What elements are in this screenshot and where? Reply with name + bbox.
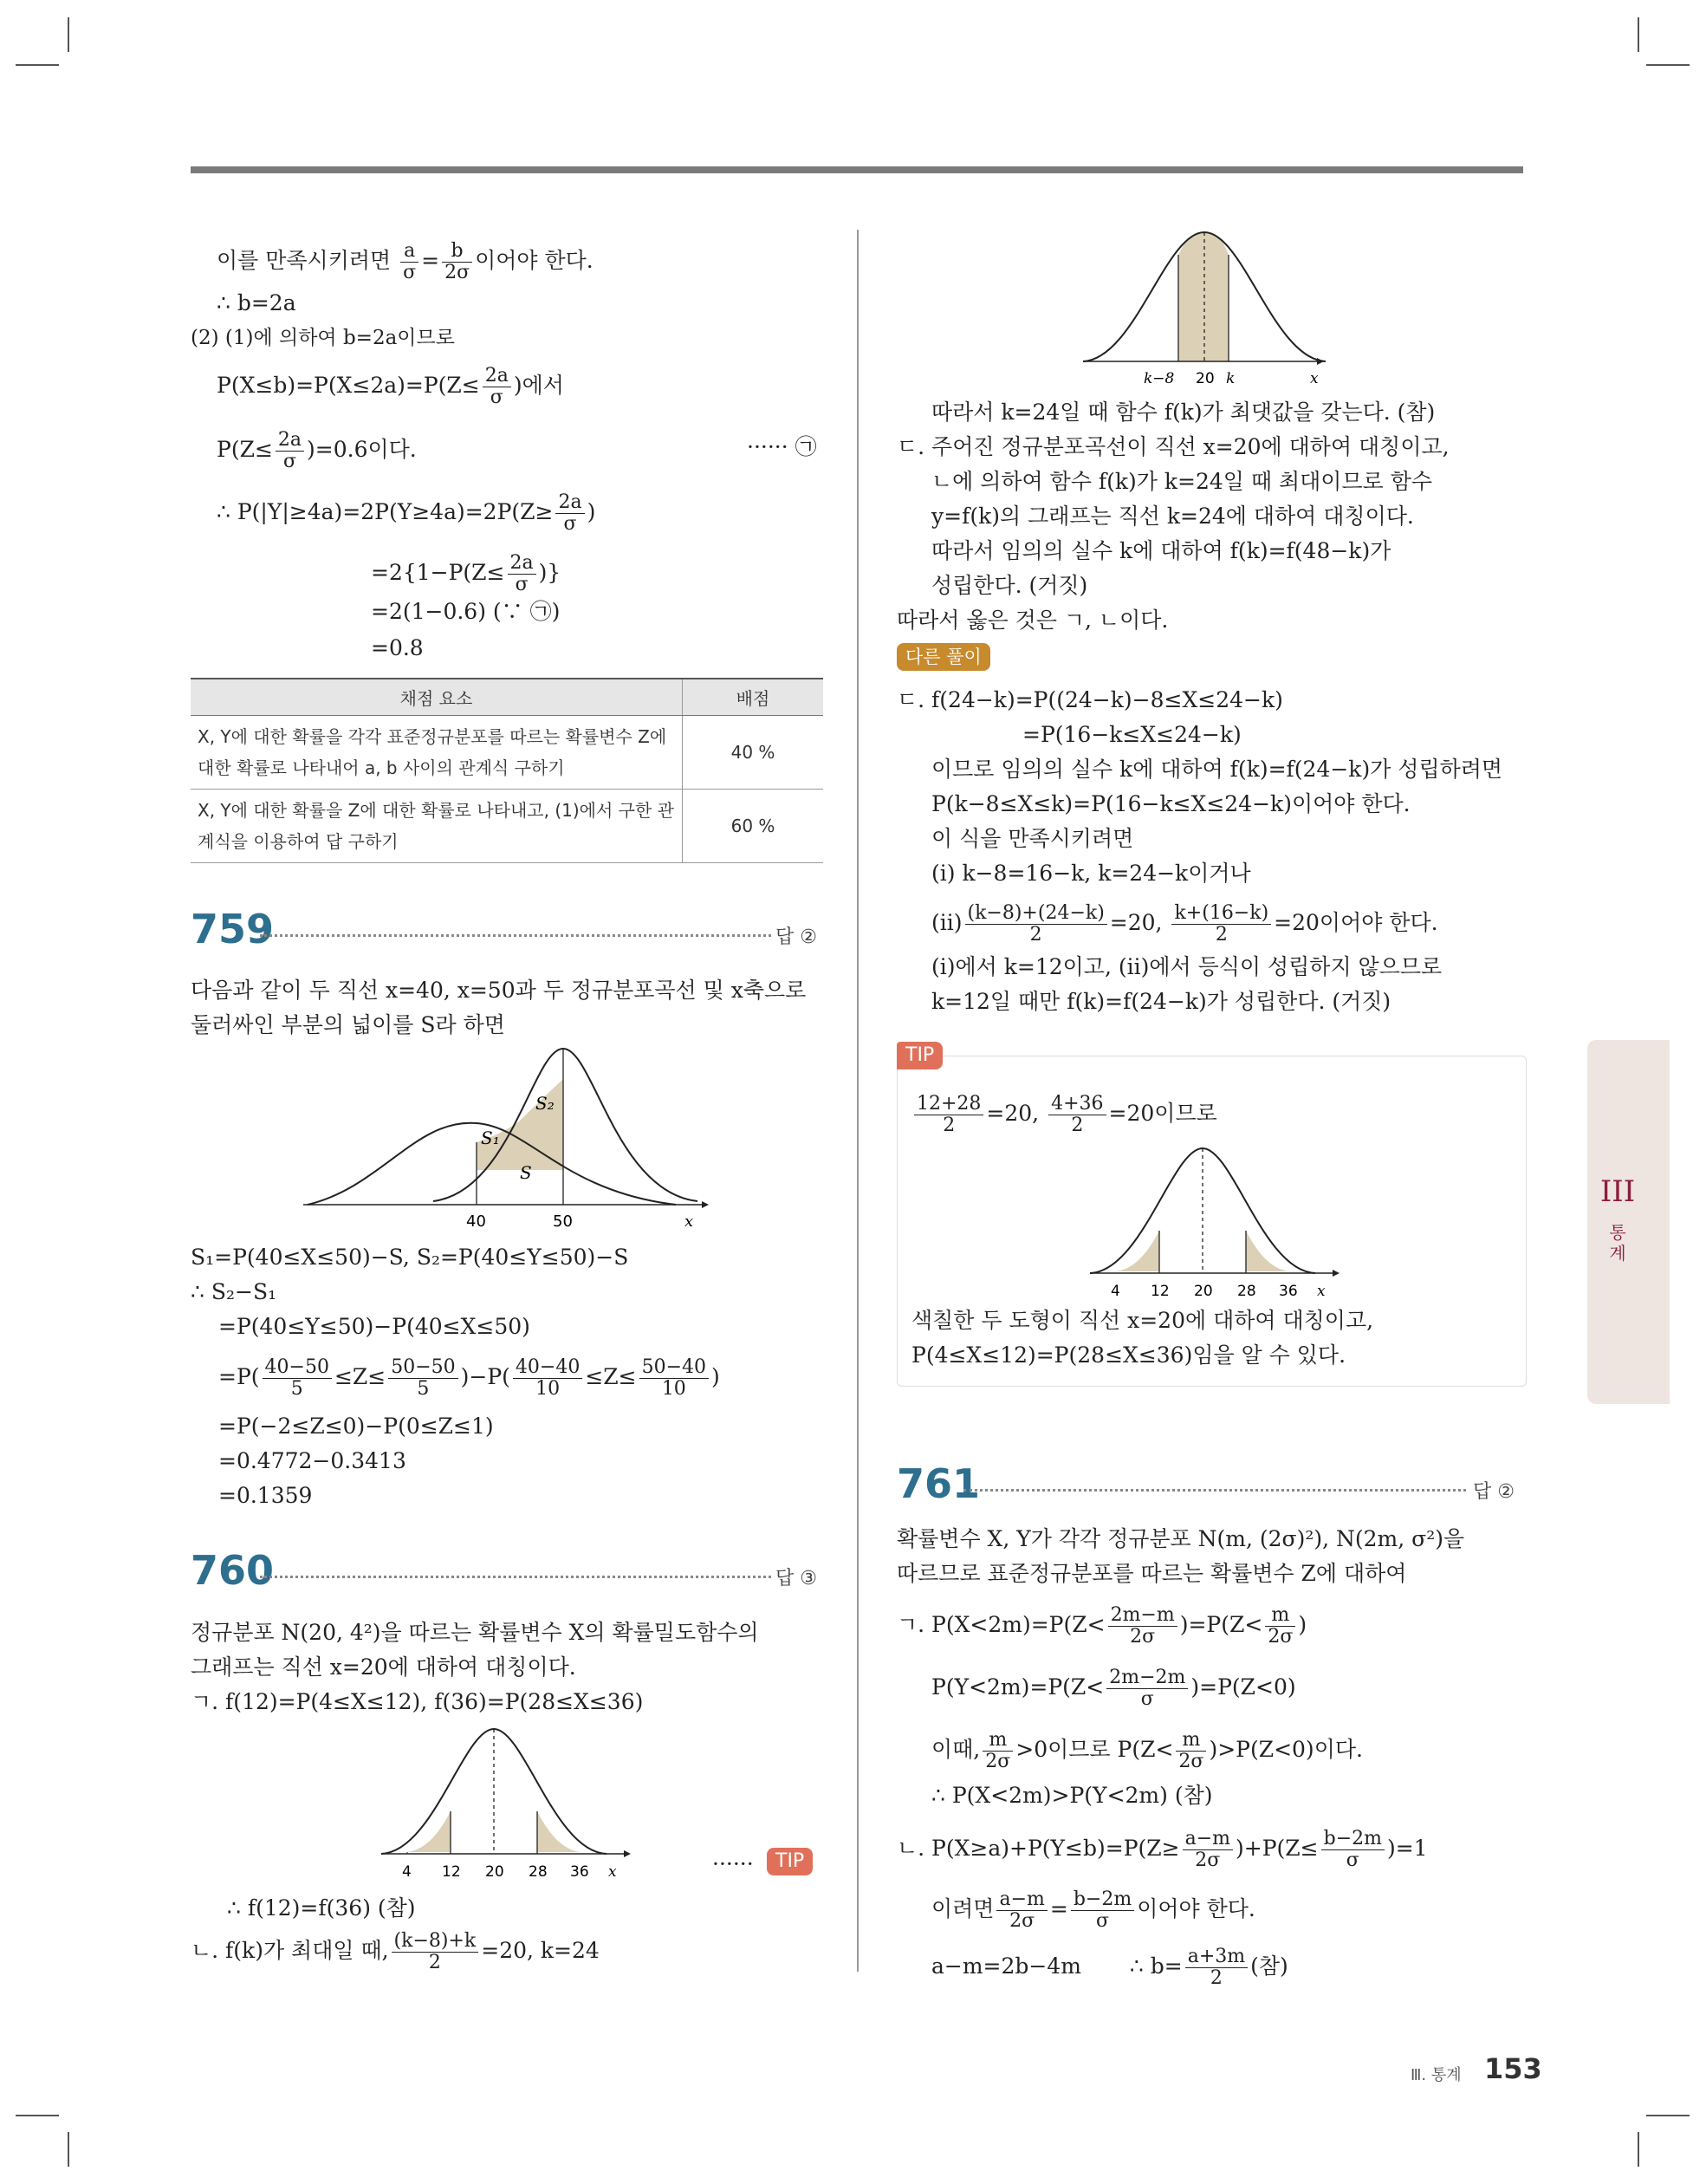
tick-20: 20	[1196, 370, 1215, 387]
fraction: $\frac{2m-2m}{\sigma}$	[1106, 1667, 1188, 1710]
table-cell: 60 %	[683, 790, 824, 863]
tick-k8: k−8	[1144, 370, 1175, 387]
column-divider	[857, 230, 859, 1972]
text-line: ∴ P(|Y|≥4a)=2P(Y≥4a)=2P(Z≥ $\frac{2a}{\sigma}$ )	[217, 491, 596, 535]
answer-label: 답 ③	[775, 1568, 817, 1589]
text-line: P(4≤X≤12)=P(28≤X≤36)임을 알 수 있다.	[911, 1342, 1346, 1368]
fraction: $\frac{m}{2\sigma}$	[1265, 1605, 1295, 1648]
text-line: =P(16−k≤X≤24−k)	[1022, 722, 1242, 747]
table-row	[191, 790, 823, 863]
text-line: k=12일 때만 f(k)=f(24−k)가 성립한다. (거짓)	[931, 989, 1391, 1014]
text-line: P(k−8≤X≤k)=P(16−k≤X≤24−k)이어야 한다.	[931, 791, 1411, 816]
text-line: 따라서 k=24일 때 함수 f(k)가 최댓값을 갖는다. (참)	[931, 400, 1436, 425]
text-line: 이므로 임의의 실수 k에 대하여 f(k)=f(24−k)가 성립하려면	[931, 757, 1503, 782]
fraction: $\frac{2a}{\sigma}$	[555, 492, 584, 535]
tick-36: 36	[570, 1863, 589, 1881]
fraction: $\frac{a+3m}{2}$	[1185, 1947, 1248, 1989]
tip-leader: ······	[712, 1851, 754, 1876]
fraction: $\frac{2m-m}{2\sigma}$	[1108, 1605, 1177, 1648]
x-axis-arrow	[1317, 358, 1324, 365]
tick-12: 12	[1151, 1283, 1170, 1300]
dotted-leader	[260, 1576, 771, 1578]
fraction: $\frac{12+28}{2}$	[914, 1094, 983, 1136]
axis-label-x: x	[684, 1212, 694, 1231]
shaded-center	[1178, 232, 1229, 361]
text-line: =0.1359	[218, 1483, 313, 1508]
text-line: 이를 만족시키려면 $\frac{a}{\sigma}$ = $\frac{b}{2\sigma}$ 이어야 한다.	[217, 240, 594, 283]
text-line: 색칠한 두 도형이 직선 x=20에 대하여 대칭이고,	[911, 1308, 1374, 1333]
crop-mark	[1638, 17, 1639, 52]
text-line: 확률변수 X, Y가 각각 정규분포 N(m, (2σ)²), N(2m, σ²)을	[897, 1526, 1465, 1551]
text-line: =P(−2≤Z≤0)−P(0≤Z≤1)	[218, 1414, 494, 1439]
text-line: (i) k−8=16−k, k=24−k이거나	[931, 861, 1251, 886]
text-line: 이려면 $\frac{a-m}{2\sigma}$ = $\frac{b-2m}{\sigma}$ 이어야 한다.	[931, 1888, 1255, 1932]
tick-4: 4	[1111, 1283, 1120, 1300]
figure-tip	[1090, 1140, 1350, 1304]
fraction: $\frac{2a}{\sigma}$	[483, 366, 511, 408]
fraction: $\frac{2a}{\sigma}$	[508, 553, 536, 595]
figure-760	[381, 1720, 641, 1885]
text-line: P(Z≤ $\frac{2a}{\sigma}$ )=0.6이다.	[217, 429, 417, 472]
figure-k	[1083, 227, 1343, 392]
text-line: ㄴ에 의하여 함수 f(k)가 k=24일 때 최대이므로 함수	[931, 469, 1432, 494]
x-axis-arrow	[702, 1201, 709, 1208]
table-header: 배점	[683, 679, 824, 716]
fraction: $\frac{50-50}{5}$	[388, 1357, 457, 1400]
text-line: 다음과 같이 두 직선 x=40, x=50과 두 정규분포곡선 및 x축으로	[191, 978, 807, 1003]
text-line: a−m=2b−4m ∴ b= $\frac{a+3m}{2}$ (참)	[931, 1946, 1288, 1989]
tick-4: 4	[402, 1863, 412, 1881]
text-line: 그래프는 직선 x=20에 대하여 대칭이다.	[191, 1654, 576, 1680]
text-line: =2(1−0.6) (∵ ㉠)	[371, 599, 561, 624]
text-line: 이때, $\frac{m}{2\sigma}$ >0이므로 P(Z< $\frac{m}{2\sigma}$ )>P(Z<0)이다.	[931, 1729, 1363, 1772]
answer-label: 답 ②	[1473, 1481, 1515, 1503]
fraction: $\frac{40-40}{10}$	[513, 1357, 582, 1400]
text-line: 따르므로 표준정규분포를 따르는 확률변수 Z에 대하여	[897, 1561, 1407, 1586]
fraction: $\frac{4+36}{2}$	[1048, 1094, 1106, 1136]
label-s2: S₂	[535, 1093, 555, 1114]
table-cell: X, Y에 대한 확률을 각각 표준정규분포를 따르는 확률변수 Z에 대한 확률로 나타내어 a, b 사이의 관계식 구하기	[191, 716, 683, 790]
axis-label-x: x	[608, 1863, 617, 1881]
text-line: ㄴ. f(k)가 최대일 때, $\frac{(k-8)+k}{2}$ =20, k=24	[191, 1930, 600, 1973]
table-cell: 40 %	[683, 716, 824, 790]
page-number: 153	[1484, 2052, 1542, 2085]
tick-40: 40	[466, 1212, 486, 1231]
curve-y	[433, 1049, 697, 1201]
text-line: ∴ P(X<2m)>P(Y<2m) (참)	[931, 1783, 1213, 1808]
tick-28: 28	[529, 1863, 548, 1881]
fraction: $\frac{b-2m}{\sigma}$	[1071, 1889, 1134, 1932]
text-line: =0.4772−0.3413	[218, 1448, 406, 1473]
chapter-label: 통계	[1609, 1222, 1626, 1264]
text-line: ㄴ. P(X≥a)+P(Y≤b)=P(Z≥ $\frac{a-m}{2\sigma}$ )+P(Z≤ $\frac{b-2m}{\sigma}$ )=1	[897, 1828, 1428, 1871]
alt-solution-badge: 다른 풀이	[897, 643, 990, 671]
footer-section: Ⅲ. 통계	[1411, 2066, 1462, 2084]
text-line: 따라서 옳은 것은 ㄱ, ㄴ이다.	[897, 608, 1169, 633]
tick-12: 12	[442, 1863, 461, 1881]
text-line: 이 식을 만족시키려면	[931, 826, 1134, 851]
text-line: ∴ f(12)=f(36) (참)	[227, 1895, 416, 1921]
figure-759	[303, 1040, 710, 1239]
text-line: =0.8	[371, 635, 424, 660]
label-s1: S₁	[481, 1128, 500, 1148]
top-rule	[191, 166, 1523, 173]
fraction: $\frac{a-m}{2\sigma}$	[996, 1889, 1047, 1932]
text-line: $\frac{12+28}{2}$ =20, $\frac{4+36}{2}$ =20이므로	[911, 1094, 1217, 1136]
fraction: $\frac{m}{2\sigma}$	[983, 1730, 1013, 1772]
text-line: 성립한다. (거짓)	[931, 573, 1088, 598]
text-line: ∴ b=2a	[217, 290, 296, 315]
fraction: $\frac{k+(16-k)}{2}$	[1171, 903, 1271, 946]
text-line: ㄷ. 주어진 정규분포곡선이 직선 x=20에 대하여 대칭이고,	[897, 434, 1450, 459]
text-line: 따라서 임의의 실수 k에 대하여 f(k)=f(48−k)가	[931, 538, 1391, 563]
text-line: 둘러싸인 부분의 넓이를 S라 하면	[191, 1012, 505, 1037]
tick-20: 20	[1194, 1283, 1213, 1300]
problem-number: 759	[191, 906, 275, 952]
text-line: P(X≤b)=P(X≤2a)=P(Z≤ $\frac{2a}{\sigma}$ )에서	[217, 365, 564, 408]
label-s: S	[520, 1162, 532, 1183]
text-line: (i)에서 k=12이고, (ii)에서 등식이 성립하지 않으므로	[931, 954, 1443, 979]
text-line: (2) (1)에 의하여 b=2a이므로	[191, 327, 455, 349]
text-line: =P( $\frac{40-50}{5}$ ≤Z≤ $\frac{50-50}{5}$ )−P( $\frac{40-40}{10}$ ≤Z≤ $\frac{50-40}{10}$ )	[218, 1356, 720, 1400]
text-line: (ii) $\frac{(k-8)+(24-k)}{2}$ =20, $\frac{k+(16-k)}{2}$ =20이어야 한다.	[931, 902, 1438, 946]
fraction: $\frac{50-40}{10}$	[639, 1357, 709, 1400]
score-table	[191, 678, 823, 863]
crop-mark	[16, 64, 59, 66]
crop-mark	[16, 2115, 59, 2116]
table-cell: X, Y에 대한 확률을 Z에 대한 확률로 나타내고, (1)에서 구한 관계식을 이용하여 답 구하기	[191, 790, 683, 863]
tip-badge: TIP	[897, 1042, 943, 1069]
axis-label-x: x	[1310, 370, 1319, 387]
dotted-leader	[963, 1489, 1466, 1492]
crop-mark	[68, 2132, 69, 2167]
dotted-leader	[260, 934, 771, 937]
fraction: $\frac{40-50}{5}$	[263, 1357, 332, 1400]
text-line: =P(40≤Y≤50)−P(40≤X≤50)	[218, 1314, 530, 1339]
text-line: S₁=P(40≤X≤50)−S, S₂=P(40≤Y≤50)−S	[191, 1245, 629, 1270]
fraction: $\frac{m}{2\sigma}$	[1176, 1730, 1206, 1772]
equation-marker: ······ ㉠	[747, 434, 817, 459]
x-axis-arrow	[624, 1850, 631, 1857]
tick-50: 50	[553, 1212, 573, 1231]
x-axis-arrow	[1333, 1270, 1340, 1277]
tick-28: 28	[1237, 1283, 1256, 1300]
fraction: $\frac{a}{\sigma}$	[400, 241, 418, 283]
text-line: ∴ S₂−S₁	[191, 1279, 277, 1304]
text-line: ㄱ. f(12)=P(4≤X≤12), f(36)=P(28≤X≤36)	[191, 1689, 644, 1714]
text-line: 정규분포 N(20, 4²)을 따르는 확률변수 X의 확률밀도함수의	[191, 1620, 759, 1645]
crop-mark	[1646, 64, 1690, 66]
chapter-tab[interactable]	[1587, 1040, 1670, 1404]
fraction: $\frac{(k-8)+k}{2}$	[392, 1931, 479, 1973]
tick-36: 36	[1279, 1283, 1298, 1300]
fraction: $\frac{b-2m}{\sigma}$	[1321, 1829, 1385, 1871]
tick-20: 20	[485, 1863, 504, 1881]
answer-label: 답 ②	[775, 926, 817, 948]
crop-mark	[1646, 2115, 1690, 2116]
problem-number: 760	[191, 1547, 275, 1594]
problem-number: 761	[897, 1460, 981, 1507]
tick-k: k	[1226, 370, 1236, 387]
crop-mark	[1638, 2132, 1639, 2167]
table-row	[191, 716, 823, 790]
axis-label-x: x	[1317, 1283, 1326, 1300]
fraction: $\frac{(k-8)+(24-k)}{2}$	[965, 903, 1107, 946]
text-line: =2{1−P(Z≤ $\frac{2a}{\sigma}$ )}	[371, 552, 561, 595]
crop-mark	[68, 17, 69, 52]
fraction: $\frac{a-m}{2\sigma}$	[1183, 1829, 1233, 1871]
table-header: 채점 요소	[191, 679, 683, 716]
text-line: P(Y<2m)=P(Z< $\frac{2m-2m}{\sigma}$ )=P(Z<0)	[931, 1667, 1296, 1710]
chapter-roman: III	[1599, 1174, 1636, 1209]
text-line: ㄱ. P(X<2m)=P(Z< $\frac{2m-m}{2\sigma}$ )=P(Z< $\frac{m}{2\sigma}$ )	[897, 1604, 1307, 1648]
fraction: $\frac{b}{2\sigma}$	[442, 241, 472, 283]
tip-badge: TIP	[767, 1848, 813, 1875]
fraction: $\frac{2a}{\sigma}$	[276, 430, 304, 472]
text-line: ㄷ. f(24−k)=P((24−k)−8≤X≤24−k)	[897, 687, 1283, 712]
text-line: y=f(k)의 그래프는 직선 k=24에 대하여 대칭이다.	[931, 504, 1414, 529]
